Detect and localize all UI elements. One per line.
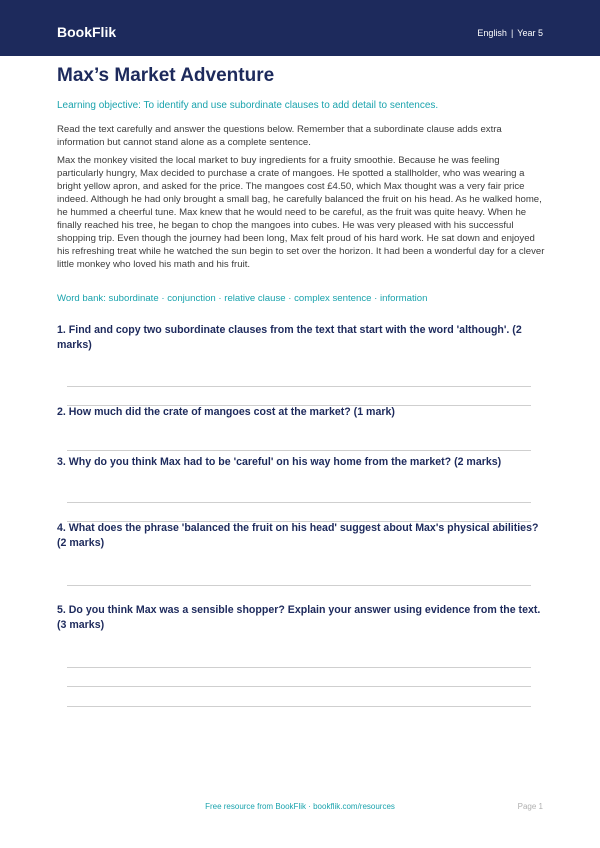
- instructions-text: Read the text carefully and answer the questions below. Remember that a subordinate clause adds extra information but cannot stand alone as a complete sentence.: [57, 124, 502, 148]
- header-meta: [477, 27, 543, 39]
- question-1: 1. Find and copy two subordinate clauses from the text that start with the word 'although'. (2 marks): [57, 324, 522, 351]
- subject-label: English: [477, 28, 507, 38]
- answer-line[interactable]: [67, 686, 531, 687]
- answer-line[interactable]: [67, 706, 531, 707]
- answer-line[interactable]: [67, 585, 531, 586]
- word-bank: Word bank: subordinate · conjunction · relative clause · complex sentence · information: [57, 293, 428, 304]
- question-2: 2. How much did the crate of mangoes cost at the market? (1 mark): [57, 406, 395, 418]
- story-text: Max the monkey visited the local market to buy ingredients for a fruity smoothie. Because he was feeling particularly hungry, Max decided to purchase a crate of mangoes. He spotted a stallholder, who was wearing a bright yellow apron, and asked for the price. The mangoes cost £4.50, which Max thought was a very fair price indeed. Although he had only brought a small bag, he carefully balanced the fruit on his head. As he walked home, he hummed a cheerful tune. Max knew that he would need to be careful, as the fruit was quite heavy. When he finally reached his tree, he began to chop the mangoes into cubes. He was very pleased with his successful shopping trip. Even though the journey had been long, Max felt proud of his hard work. He sat down and enjoyed his refreshing treat while he watched the sun begin to set over the horizon. It had been a wonderful day for a clever little monkey who loved his math and his fruit.: [57, 155, 545, 270]
- answer-line[interactable]: [67, 502, 531, 503]
- brand-logo: BookFlik: [57, 24, 117, 40]
- worksheet-title: Max’s Market Adventure: [57, 65, 275, 86]
- answer-line[interactable]: [67, 386, 531, 387]
- meta-separator: |: [510, 28, 514, 38]
- question-3: 3. Why do you think Max had to be 'careful' on his way home from the market? (2 marks): [57, 456, 502, 468]
- learning-objective: Learning objective: To identify and use subordinate clauses to add detail to sentences.: [57, 100, 439, 111]
- answer-line[interactable]: [67, 667, 531, 668]
- footer-credit: Free resource from BookFlik · bookflik.com/resources: [205, 802, 395, 811]
- answer-line[interactable]: [67, 450, 531, 451]
- page-header: [0, 0, 600, 56]
- question-5: 5. Do you think Max was a sensible shopper? Explain your answer using evidence from the text. (3 marks): [57, 604, 541, 631]
- question-4: 4. What does the phrase 'balanced the fruit on his head' suggest about Max's physical abilities? (2 marks): [57, 522, 539, 549]
- page-number: Page 1: [517, 802, 543, 811]
- year-label: Year 5: [517, 28, 543, 38]
